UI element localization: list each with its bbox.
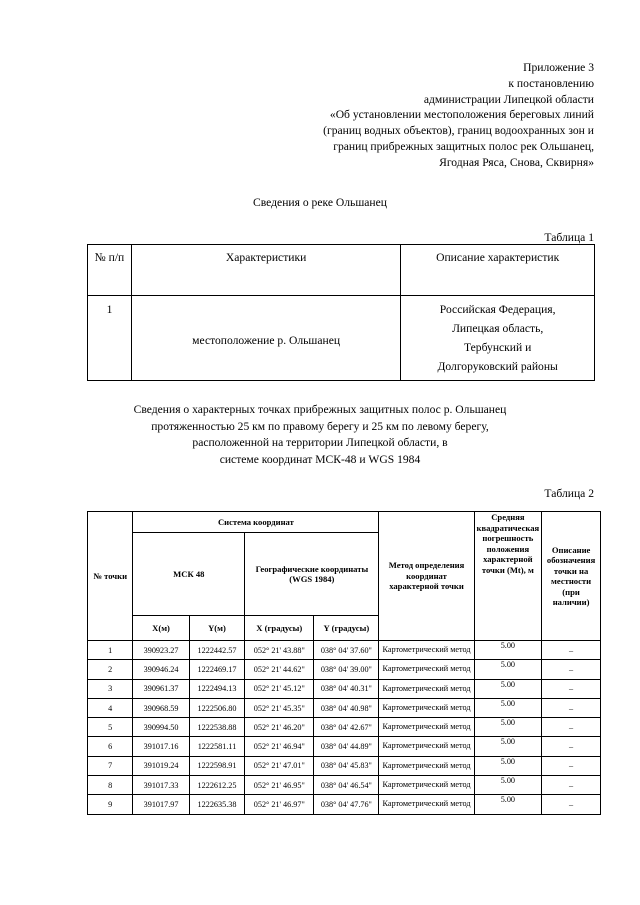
method: Картометрический метод bbox=[379, 718, 474, 737]
latitude: 052° 21' 46.97" bbox=[245, 795, 314, 814]
latitude: 052° 21' 47.01" bbox=[245, 756, 314, 775]
latitude: 052° 21' 44.62" bbox=[245, 660, 314, 679]
longitude: 038° 04' 47.76" bbox=[314, 795, 379, 814]
longitude: 038° 04' 44.89" bbox=[314, 737, 379, 756]
row-number: 1 bbox=[88, 296, 132, 381]
point-number: 7 bbox=[88, 756, 133, 775]
appendix-line: границ прибрежных защитных полос рек Ольшанец, bbox=[333, 139, 594, 153]
x-meters: 390923.27 bbox=[133, 641, 189, 660]
point-number: 6 bbox=[88, 737, 133, 756]
longitude: 038° 04' 39.00" bbox=[314, 660, 379, 679]
header-coordinate-system: Система координат bbox=[133, 512, 379, 533]
header-x-m: X(м) bbox=[133, 616, 189, 641]
mean-error: 5.00 bbox=[474, 756, 542, 775]
table1-label: Таблица 1 bbox=[544, 231, 594, 244]
table-row bbox=[88, 660, 601, 679]
longitude: 038° 04' 46.54" bbox=[314, 776, 379, 795]
point-description: – bbox=[542, 641, 601, 660]
header-number: № п/п bbox=[88, 245, 132, 296]
latitude: 052° 21' 45.12" bbox=[245, 679, 314, 698]
method: Картометрический метод bbox=[379, 776, 474, 795]
row-description bbox=[401, 296, 595, 381]
x-meters: 391017.16 bbox=[133, 737, 189, 756]
mean-error: 5.00 bbox=[474, 795, 542, 814]
title-line: расположенной на территории Липецкой области, в bbox=[192, 436, 448, 449]
longitude: 038° 04' 40.31" bbox=[314, 679, 379, 698]
table-row bbox=[88, 737, 601, 756]
table1-header-row bbox=[88, 245, 595, 296]
x-meters: 390961.37 bbox=[133, 679, 189, 698]
river-info-title: Сведения о реке Ольшанец bbox=[253, 196, 387, 209]
point-description: – bbox=[542, 679, 601, 698]
mean-error: 5.00 bbox=[474, 737, 542, 756]
y-meters: 1222581.11 bbox=[189, 737, 245, 756]
table-row bbox=[88, 795, 601, 814]
y-meters: 1222494.13 bbox=[189, 679, 245, 698]
x-meters: 391017.97 bbox=[133, 795, 189, 814]
table-row bbox=[88, 776, 601, 795]
point-number: 1 bbox=[88, 641, 133, 660]
river-info-table bbox=[87, 244, 595, 381]
x-meters: 390994.50 bbox=[133, 718, 189, 737]
y-meters: 1222442.57 bbox=[189, 641, 245, 660]
point-description: – bbox=[542, 756, 601, 775]
mean-error: 5.00 bbox=[474, 776, 542, 795]
method: Картометрический метод bbox=[379, 795, 474, 814]
x-meters: 391019.24 bbox=[133, 756, 189, 775]
table2-label: Таблица 2 bbox=[544, 487, 594, 500]
longitude: 038° 04' 37.60" bbox=[314, 641, 379, 660]
header-y-deg: Y (градусы) bbox=[314, 616, 379, 641]
points-info-title bbox=[0, 402, 640, 468]
appendix-header bbox=[264, 60, 594, 171]
appendix-line: Приложение 3 bbox=[523, 61, 594, 74]
point-number: 8 bbox=[88, 776, 133, 795]
y-meters: 1222469.17 bbox=[189, 660, 245, 679]
table-row bbox=[88, 641, 601, 660]
header-method: Метод определения координат характерной точки bbox=[379, 512, 474, 641]
description-line: Липецкая область, bbox=[452, 322, 544, 335]
table-row bbox=[88, 679, 601, 698]
point-number: 9 bbox=[88, 795, 133, 814]
latitude: 052° 21' 46.95" bbox=[245, 776, 314, 795]
method: Картометрический метод bbox=[379, 641, 474, 660]
latitude: 052° 21' 43.88" bbox=[245, 641, 314, 660]
appendix-line: (границ водных объектов), границ водоохранных зон и bbox=[323, 124, 594, 138]
y-meters: 1222635.38 bbox=[189, 795, 245, 814]
x-meters: 391017.33 bbox=[133, 776, 189, 795]
method: Картометрический метод bbox=[379, 698, 474, 717]
table-row bbox=[88, 698, 601, 717]
table1-row bbox=[88, 296, 595, 381]
latitude: 052° 21' 46.20" bbox=[245, 718, 314, 737]
title-line: протяженностью 25 км по правому берегу и 25 км по левому берегу, bbox=[151, 419, 489, 433]
point-number: 4 bbox=[88, 698, 133, 717]
header-geographic: Географические координаты (WGS 1984) bbox=[245, 533, 379, 616]
header-msk48: МСК 48 bbox=[133, 533, 245, 616]
header-mean-error: Средняя квадратическая погрешность положения характерной точки (Mt), м bbox=[474, 512, 542, 641]
x-meters: 390946.24 bbox=[133, 660, 189, 679]
point-description: – bbox=[542, 737, 601, 756]
header-point-description: Описание обозначения точки на местности (при наличии) bbox=[542, 512, 601, 641]
description-line: Долгоруковский районы bbox=[437, 360, 558, 373]
mean-error: 5.00 bbox=[474, 641, 542, 660]
table2-header-row bbox=[88, 512, 601, 533]
y-meters: 1222506.80 bbox=[189, 698, 245, 717]
method: Картометрический метод bbox=[379, 737, 474, 756]
appendix-line: «Об установлении местоположения береговых линий bbox=[329, 108, 594, 122]
description-line: Тербунский и bbox=[463, 341, 532, 354]
mean-error: 5.00 bbox=[474, 698, 542, 717]
point-description: – bbox=[542, 776, 601, 795]
longitude: 038° 04' 42.67" bbox=[314, 718, 379, 737]
latitude: 052° 21' 46.94" bbox=[245, 737, 314, 756]
method: Картометрический метод bbox=[379, 660, 474, 679]
y-meters: 1222598.91 bbox=[189, 756, 245, 775]
method: Картометрический метод bbox=[379, 756, 474, 775]
appendix-line: Ягодная Ряса, Снова, Сквирня» bbox=[439, 155, 594, 169]
mean-error: 5.00 bbox=[474, 679, 542, 698]
header-point-number: № точки bbox=[88, 512, 133, 641]
title-line: Сведения о характерных точках прибрежных защитных полос р. Ольшанец bbox=[133, 403, 507, 416]
x-meters: 390968.59 bbox=[133, 698, 189, 717]
row-characteristic: местоположение р. Ольшанец bbox=[131, 296, 400, 381]
point-description: – bbox=[542, 660, 601, 679]
longitude: 038° 04' 45.83" bbox=[314, 756, 379, 775]
mean-error: 5.00 bbox=[474, 718, 542, 737]
coordinates-table bbox=[87, 511, 601, 815]
table-row bbox=[88, 718, 601, 737]
longitude: 038° 04' 40.98" bbox=[314, 698, 379, 717]
title-line: системе координат МСК-48 и WGS 1984 bbox=[219, 452, 421, 466]
appendix-line: администрации Липецкой области bbox=[423, 92, 594, 106]
header-x-deg: X (градусы) bbox=[245, 616, 314, 641]
header-y-m: Y(м) bbox=[189, 616, 245, 641]
latitude: 052° 21' 45.35" bbox=[245, 698, 314, 717]
point-description: – bbox=[542, 698, 601, 717]
point-number: 5 bbox=[88, 718, 133, 737]
point-description: – bbox=[542, 795, 601, 814]
point-number: 2 bbox=[88, 660, 133, 679]
header-characteristics: Характеристики bbox=[131, 245, 400, 296]
y-meters: 1222612.25 bbox=[189, 776, 245, 795]
point-number: 3 bbox=[88, 679, 133, 698]
table-row bbox=[88, 756, 601, 775]
description-line: Российская Федерация, bbox=[439, 303, 556, 316]
header-description: Описание характеристик bbox=[401, 245, 595, 296]
method: Картометрический метод bbox=[379, 679, 474, 698]
point-description: – bbox=[542, 718, 601, 737]
y-meters: 1222538.88 bbox=[189, 718, 245, 737]
mean-error: 5.00 bbox=[474, 660, 542, 679]
appendix-line: к постановлению bbox=[508, 76, 594, 90]
